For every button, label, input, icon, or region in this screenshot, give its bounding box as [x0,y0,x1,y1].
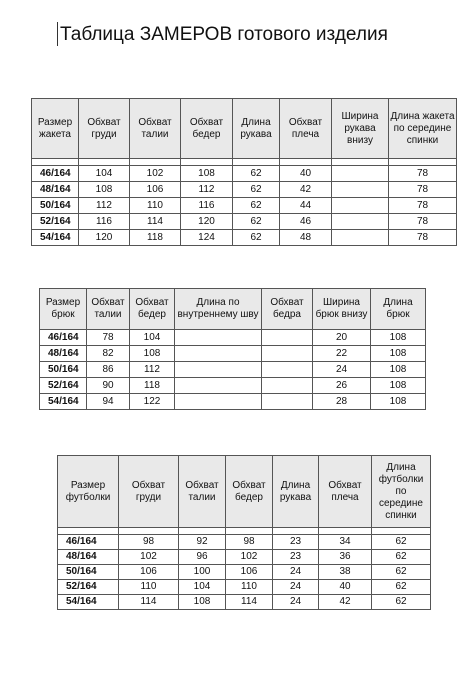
value-cell: 104 [130,330,175,346]
value-cell: 62 [372,595,431,610]
table-row [32,182,457,198]
jacket-header-row [32,99,457,159]
size-cell: 52/164 [58,580,119,595]
value-cell: 106 [119,565,179,580]
value-cell: 118 [130,378,175,394]
trousers-header-row [40,289,426,330]
value-cell: 120 [79,230,130,246]
value-cell: 62 [372,550,431,565]
value-cell: 24 [273,580,319,595]
value-cell: 114 [119,595,179,610]
page-title: Таблица ЗАМЕРОВ готового изделия [60,24,388,45]
trousers-header-cell: Обхват талии [87,289,130,330]
jacket-header-cell: Длина жакета по середине спинки [389,99,457,159]
table-row [40,394,426,410]
tshirt-spacer-row [58,528,431,535]
value-cell: 116 [181,198,233,214]
trousers-header-cell: Обхват бедер [130,289,175,330]
trousers-header-cell: Длина брюк [371,289,426,330]
size-cell: 46/164 [58,535,119,550]
value-cell: 108 [371,346,426,362]
value-cell: 108 [371,378,426,394]
value-cell [332,198,389,214]
value-cell: 124 [181,230,233,246]
value-cell: 46 [280,214,332,230]
value-cell: 114 [130,214,181,230]
value-cell: 110 [226,580,273,595]
value-cell: 23 [273,550,319,565]
value-cell [262,394,313,410]
jacket-header-cell: Размер жакета [32,99,79,159]
size-cell: 54/164 [40,394,87,410]
table-row [58,565,431,580]
value-cell: 108 [130,346,175,362]
value-cell: 112 [130,362,175,378]
value-cell: 78 [389,182,457,198]
size-cell: 52/164 [32,214,79,230]
value-cell: 36 [319,550,372,565]
value-cell [262,362,313,378]
value-cell: 78 [389,166,457,182]
value-cell: 42 [280,182,332,198]
table-row [40,346,426,362]
value-cell: 108 [181,166,233,182]
tshirt-header-cell: Обхват талии [179,456,226,528]
size-cell: 50/164 [58,565,119,580]
value-cell: 112 [79,198,130,214]
value-cell: 23 [273,535,319,550]
value-cell: 20 [313,330,371,346]
value-cell [175,378,262,394]
value-cell: 98 [226,535,273,550]
value-cell: 62 [233,230,280,246]
value-cell: 44 [280,198,332,214]
table-row [40,330,426,346]
value-cell: 108 [371,330,426,346]
trousers-header-cell: Длина по внутреннему шву [175,289,262,330]
value-cell: 106 [130,182,181,198]
value-cell: 62 [372,565,431,580]
jacket-measurements-table [31,98,457,246]
value-cell: 40 [280,166,332,182]
value-cell: 92 [179,535,226,550]
value-cell [262,378,313,394]
table-row [58,595,431,610]
value-cell: 102 [130,166,181,182]
jacket-header-cell: Ширина рукава внизу [332,99,389,159]
size-cell: 50/164 [40,362,87,378]
table-row [40,378,426,394]
value-cell: 62 [233,198,280,214]
value-cell: 40 [319,580,372,595]
value-cell: 108 [371,394,426,410]
table-row [40,362,426,378]
size-cell: 46/164 [40,330,87,346]
value-cell [332,214,389,230]
value-cell: 114 [226,595,273,610]
value-cell: 104 [79,166,130,182]
value-cell: 100 [179,565,226,580]
value-cell: 38 [319,565,372,580]
size-cell: 48/164 [58,550,119,565]
tshirt-header-cell: Длина футболки по середине спинки [372,456,431,528]
table-row [32,230,457,246]
table-row [32,198,457,214]
value-cell: 108 [179,595,226,610]
jacket-header-cell: Обхват груди [79,99,130,159]
value-cell: 112 [181,182,233,198]
jacket-header-cell: Обхват бедер [181,99,233,159]
value-cell: 108 [79,182,130,198]
value-cell: 118 [130,230,181,246]
value-cell: 102 [226,550,273,565]
value-cell: 90 [87,378,130,394]
value-cell [175,362,262,378]
value-cell: 78 [389,214,457,230]
tshirt-header-cell: Обхват груди [119,456,179,528]
size-cell: 50/164 [32,198,79,214]
size-cell: 48/164 [32,182,79,198]
value-cell: 48 [280,230,332,246]
value-cell: 28 [313,394,371,410]
jacket-header-cell: Обхват плеча [280,99,332,159]
value-cell: 62 [233,182,280,198]
value-cell: 24 [273,565,319,580]
tshirt-header-cell: Длина рукава [273,456,319,528]
trousers-measurements-table [39,288,426,410]
trousers-header-cell: Размер брюк [40,289,87,330]
value-cell: 94 [87,394,130,410]
value-cell: 78 [87,330,130,346]
tshirt-header-cell: Обхват плеча [319,456,372,528]
value-cell: 96 [179,550,226,565]
jacket-header-cell: Длина рукава [233,99,280,159]
value-cell: 62 [233,214,280,230]
value-cell: 62 [372,580,431,595]
value-cell [175,346,262,362]
value-cell: 122 [130,394,175,410]
value-cell: 116 [79,214,130,230]
size-cell: 54/164 [58,595,119,610]
value-cell: 62 [372,535,431,550]
value-cell [332,166,389,182]
value-cell: 24 [313,362,371,378]
value-cell: 106 [226,565,273,580]
tshirt-header-row [58,456,431,528]
tshirt-measurements-table [57,455,431,610]
value-cell: 78 [389,230,457,246]
size-cell: 54/164 [32,230,79,246]
value-cell: 98 [119,535,179,550]
value-cell [262,330,313,346]
value-cell: 86 [87,362,130,378]
value-cell [332,230,389,246]
value-cell [175,394,262,410]
value-cell: 108 [371,362,426,378]
table-row [32,166,457,182]
value-cell: 78 [389,198,457,214]
value-cell: 104 [179,580,226,595]
value-cell: 34 [319,535,372,550]
table-row [32,214,457,230]
trousers-header-cell: Ширина брюк внизу [313,289,371,330]
value-cell: 110 [119,580,179,595]
value-cell [262,346,313,362]
table-row [58,550,431,565]
jacket-spacer-row [32,159,457,166]
value-cell: 62 [233,166,280,182]
size-cell: 46/164 [32,166,79,182]
table-row [58,580,431,595]
value-cell [175,330,262,346]
value-cell [332,182,389,198]
trousers-header-cell: Обхват бедра [262,289,313,330]
value-cell: 24 [273,595,319,610]
size-cell: 52/164 [40,378,87,394]
tshirt-header-cell: Обхват бедер [226,456,273,528]
value-cell: 120 [181,214,233,230]
size-cell: 48/164 [40,346,87,362]
tshirt-header-cell: Размер футболки [58,456,119,528]
value-cell: 42 [319,595,372,610]
value-cell: 82 [87,346,130,362]
jacket-header-cell: Обхват талии [130,99,181,159]
value-cell: 110 [130,198,181,214]
text-cursor [57,22,58,46]
value-cell: 22 [313,346,371,362]
value-cell: 26 [313,378,371,394]
value-cell: 102 [119,550,179,565]
table-row [58,535,431,550]
